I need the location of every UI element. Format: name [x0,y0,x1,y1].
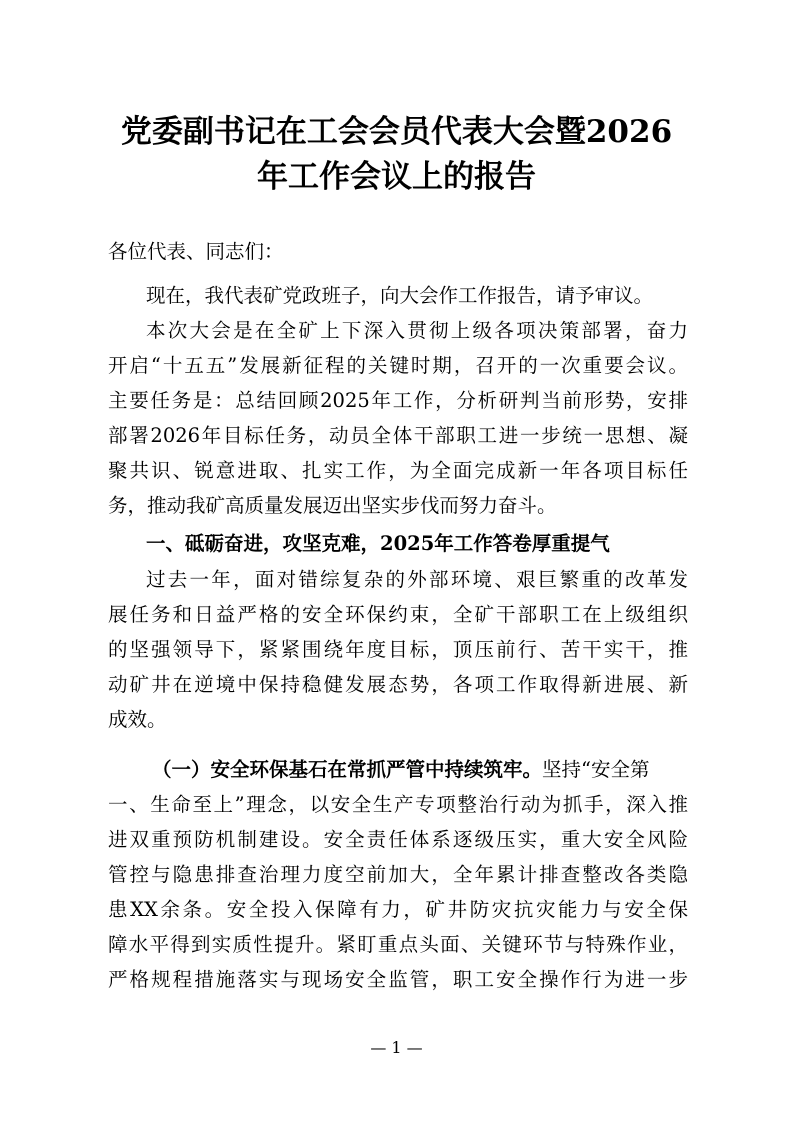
paragraph-line: 本次大会是在全矿上下深入贯彻上级各项决策部署，奋力 [146,319,688,342]
subsection-heading: （一）安全环保基石在常抓严管中持续筑牢。 [152,758,543,781]
salutation: 各位代表、同志们： [108,240,284,263]
paragraph-line: 成效。 [108,708,167,731]
document-title-line-2: 年工作会议上的报告 [257,159,536,195]
paragraph-line: 务，推动我矿高质量发展迈出坚实步伐而努力奋斗。 [108,494,557,517]
paragraph-line: 现在，我代表矿党政班子，向大会作工作报告，请予审议。 [146,284,654,307]
paragraph-line: 管控与隐患排查治理力度空前加大，全年累计排查整改各类隐 [108,863,688,886]
paragraph-line: 严格规程措施落实与现场安全监管，职工安全操作行为进一步 [108,968,688,991]
paragraph-line: 开启“十五五”发展新征程的关键时期，召开的一次重要会议。 [108,354,688,377]
paragraph-line: 主要任务是：总结回顾2025年工作，分析研判当前形势，安排 [108,389,688,412]
paragraph-line: 展任务和日益严格的安全环保约束，全矿干部职工在上级组织 [108,603,688,626]
paragraph-line: 进双重预防机制建设。安全责任体系逐级压实，重大安全风险 [108,828,688,851]
section-heading: 一、砥砺奋进，攻坚克难，2025年工作答卷厚重提气 [146,532,610,555]
subsection-line [108,755,688,785]
page-number: — 1 — [370,1038,423,1057]
paragraph-line: 部署2026年目标任务，动员全体干部职工进一步统一思想、凝 [108,424,688,447]
paragraph-line: 障水平得到实质性提升。紧盯重点头面、关键环节与特殊作业， [108,933,688,956]
paragraph-line: 聚共识、锐意进取、扎实工作，为全面完成新一年各项目标任 [108,459,688,482]
paragraph-line: 动矿井在逆境中保持稳健发展态势，各项工作取得新进展、新 [108,673,688,696]
subsection-text: 坚持“安全第 [542,758,650,781]
paragraph-line: 过去一年，面对错综复杂的外部环境、艰巨繁重的改革发 [146,568,688,591]
document-title-line-1: 党委副书记在工会会员代表大会暨2026 [120,114,673,150]
paragraph-line: 患XX余条。安全投入保障有力，矿井防灾抗灾能力与安全保 [108,898,688,921]
paragraph-line: 一、生命至上”理念，以安全生产专项整治行动为抓手，深入推 [108,793,688,816]
paragraph-line: 的坚强领导下，紧紧围绕年度目标，顶压前行、苦干实干，推 [108,638,688,661]
